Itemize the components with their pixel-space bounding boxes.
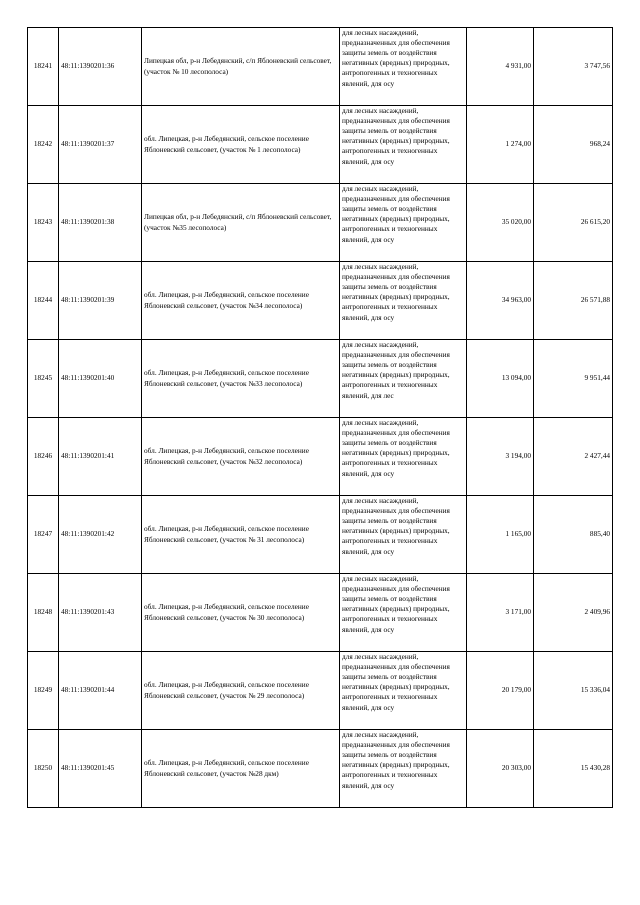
table-row: [28, 184, 613, 262]
cadastral-number-cell: 48:11:1390201:38: [59, 184, 142, 262]
address-cell: обл. Липецкая, р-н Лебедянский, сельское поселение Яблоневский сельсовет, (участок №32 лесополоса): [142, 418, 340, 496]
table-row: [28, 340, 613, 418]
cadastral-number-cell: 48:11:1390201:39: [59, 262, 142, 340]
row-number-cell: 18246: [28, 418, 59, 496]
permitted-use-cell: [340, 574, 467, 652]
area-value-cell: 3 171,00: [467, 574, 534, 652]
cost-value-cell: 968,24: [534, 106, 613, 184]
permitted-use-text: для лесных насаждений, предназначенных для обеспечения защиты земель от воздействия негативных (вредных) природных, антропогенных и техногенных явлений, для осу: [342, 495, 450, 556]
address-cell: обл. Липецкая, р-н Лебедянский, сельское поселение Яблоневский сельсовет, (участок №34 лесополоса): [142, 262, 340, 340]
row-number-cell: 18249: [28, 652, 59, 730]
permitted-use-cell: [340, 28, 467, 106]
row-number-cell: 18250: [28, 730, 59, 808]
permitted-use-text: для лесных насаждений, предназначенных для обеспечения защиты земель от воздействия негативных (вредных) природных, антропогенных и техногенных явлений, для осу: [342, 651, 450, 712]
permitted-use-cell: [340, 652, 467, 730]
address-cell: Липецкая обл, р-н Лебедянский, с/п Яблоневский сельсовет, (участок №35 лесополоса): [142, 184, 340, 262]
area-value-cell: 1 274,00: [467, 106, 534, 184]
cadastral-number-cell: 48:11:1390201:45: [59, 730, 142, 808]
permitted-use-cell: [340, 340, 467, 418]
table-body: [28, 28, 613, 808]
permitted-use-text: для лесных насаждений, предназначенных для обеспечения защиты земель от воздействия негативных (вредных) природных, антропогенных и техногенных явлений, для осу: [342, 261, 450, 322]
cost-value-cell: 26 571,88: [534, 262, 613, 340]
cadastral-number-cell: 48:11:1390201:41: [59, 418, 142, 496]
area-value-cell: 20 179,00: [467, 652, 534, 730]
permitted-use-text: для лесных насаждений, предназначенных для обеспечения защиты земель от воздействия негативных (вредных) природных, антропогенных и техногенных явлений, для осу: [342, 183, 450, 244]
cadastral-number-cell: 48:11:1390201:42: [59, 496, 142, 574]
row-number-cell: 18241: [28, 28, 59, 106]
address-cell: Липецкая обл, р-н Лебедянский, с/п Яблоневский сельсовет, (участок № 10 лесополоса): [142, 28, 340, 106]
area-value-cell: 3 194,00: [467, 418, 534, 496]
area-value-cell: 4 931,00: [467, 28, 534, 106]
table-row: [28, 730, 613, 808]
cadastral-number-cell: 48:11:1390201:44: [59, 652, 142, 730]
area-value-cell: 13 094,00: [467, 340, 534, 418]
address-cell: обл. Липецкая, р-н Лебедянский, сельское поселение Яблоневский сельсовет, (участок № 30 лесополоса): [142, 574, 340, 652]
row-number-cell: 18244: [28, 262, 59, 340]
permitted-use-cell: [340, 262, 467, 340]
cost-value-cell: 2 427,44: [534, 418, 613, 496]
permitted-use-cell: [340, 730, 467, 808]
permitted-use-text: для лесных насаждений, предназначенных для обеспечения защиты земель от воздействия негативных (вредных) природных, антропогенных и техногенных явлений, для осу: [342, 105, 450, 166]
land-plots-table: [27, 27, 613, 808]
cadastral-number-cell: 48:11:1390201:36: [59, 28, 142, 106]
area-value-cell: 35 020,00: [467, 184, 534, 262]
table-row: [28, 28, 613, 106]
cadastral-number-cell: 48:11:1390201:40: [59, 340, 142, 418]
cost-value-cell: 9 951,44: [534, 340, 613, 418]
row-number-cell: 18245: [28, 340, 59, 418]
row-number-cell: 18248: [28, 574, 59, 652]
cost-value-cell: 15 430,28: [534, 730, 613, 808]
row-number-cell: 18247: [28, 496, 59, 574]
permitted-use-cell: [340, 106, 467, 184]
table-row: [28, 652, 613, 730]
address-cell: обл. Липецкая, р-н Лебедянский, сельское поселение Яблоневский сельсовет, (участок №28 дкм): [142, 730, 340, 808]
permitted-use-text: для лесных насаждений, предназначенных для обеспечения защиты земель от воздействия негативных (вредных) природных, антропогенных и техногенных явлений, для лес: [342, 339, 450, 400]
table-row: [28, 262, 613, 340]
permitted-use-text: для лесных насаждений, предназначенных для обеспечения защиты земель от воздействия негативных (вредных) природных, антропогенных и техногенных явлений, для осу: [342, 27, 450, 88]
cadastral-number-cell: 48:11:1390201:37: [59, 106, 142, 184]
area-value-cell: 20 303,00: [467, 730, 534, 808]
permitted-use-text: для лесных насаждений, предназначенных для обеспечения защиты земель от воздействия негативных (вредных) природных, антропогенных и техногенных явлений, для осу: [342, 573, 450, 634]
table-row: [28, 574, 613, 652]
permitted-use-text: для лесных насаждений, предназначенных для обеспечения защиты земель от воздействия негативных (вредных) природных, антропогенных и техногенных явлений, для осу: [342, 729, 450, 790]
row-number-cell: 18243: [28, 184, 59, 262]
cost-value-cell: 885,40: [534, 496, 613, 574]
permitted-use-cell: [340, 496, 467, 574]
cost-value-cell: 15 336,04: [534, 652, 613, 730]
permitted-use-cell: [340, 184, 467, 262]
row-number-cell: 18242: [28, 106, 59, 184]
address-cell: обл. Липецкая, р-н Лебедянский, сельское поселение Яблоневский сельсовет, (участок №33 лесополоса): [142, 340, 340, 418]
permitted-use-cell: [340, 418, 467, 496]
cadastral-number-cell: 48:11:1390201:43: [59, 574, 142, 652]
address-cell: обл. Липецкая, р-н Лебедянский, сельское поселение Яблоневский сельсовет, (участок № 1 лесополоса): [142, 106, 340, 184]
cost-value-cell: 26 615,20: [534, 184, 613, 262]
address-cell: обл. Липецкая, р-н Лебедянский, сельское поселение Яблоневский сельсовет, (участок № 29 лесополоса): [142, 652, 340, 730]
cost-value-cell: 3 747,56: [534, 28, 613, 106]
table-row: [28, 496, 613, 574]
area-value-cell: 34 963,00: [467, 262, 534, 340]
table-row: [28, 106, 613, 184]
cost-value-cell: 2 409,96: [534, 574, 613, 652]
permitted-use-text: для лесных насаждений, предназначенных для обеспечения защиты земель от воздействия негативных (вредных) природных, антропогенных и техногенных явлений, для осу: [342, 417, 450, 478]
area-value-cell: 1 165,00: [467, 496, 534, 574]
table-row: [28, 418, 613, 496]
address-cell: обл. Липецкая, р-н Лебедянский, сельское поселение Яблоневский сельсовет, (участок № 31 лесополоса): [142, 496, 340, 574]
